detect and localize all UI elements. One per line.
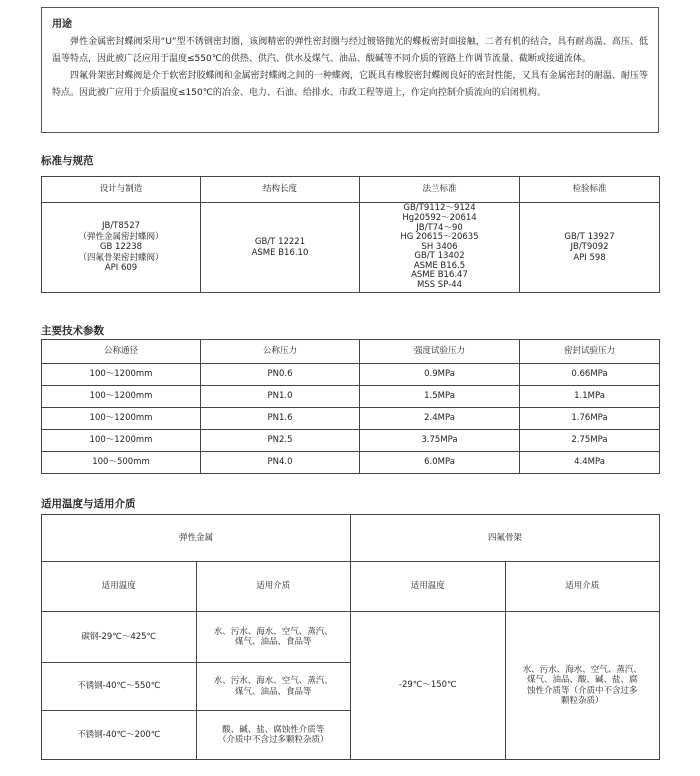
media-metal-medium: 水、污水、海水、空气、蒸汽、 煤气、油品、食品等 [196,663,351,711]
usage-paragraph-metal: 弹性金属密封蝶阀采用“U”型不锈钢密封圈，该阀精密的弹性密封圈与经过镀铬抛光的蝶板密封面接触，二者有机的结合，具有耐高温、高压、低温等特点，因此被广泛应用于温度≤550℃的供热、供汽、供水及煤气、油品、酸碱等不同介质的管路上作调节流量、截断或接通流体。 [52,37,648,64]
usage-box [41,7,659,133]
params-cell: 100～1200mm [42,430,201,452]
media-ptfe-temp: -29℃～150℃ [351,612,506,760]
media-metal-medium: 酸、碱、盐、腐蚀性介质等 （介质中不含过多颗粒杂质） [196,711,351,760]
table-row [42,386,660,408]
params-header-dn: 公称通径 [42,340,201,364]
table-row [42,612,660,663]
params-header-strength: 强度试验压力 [360,340,520,364]
params-title: 主要技术参数 [41,325,104,337]
table-row [42,364,660,386]
params-cell: PN4.0 [201,452,360,474]
params-cell: 3.75MPa [360,430,520,452]
params-cell: 100～500mm [42,452,201,474]
media-title: 适用温度与适用介质 [41,498,136,510]
table-row [42,408,660,430]
params-cell: 4.4MPa [520,452,660,474]
usage-title: 用途 [52,19,72,30]
params-cell: PN1.6 [201,408,360,430]
usage-paragraph-ptfe: 四氟骨架密封蝶阀是介于软密封胶蝶阀和金属密封蝶阀之间的一种蝶阀，它既具有橡胶密封蝶阀良好的密封性能，又具有金属密封的耐温、耐压等特点。因此被广应用于介质温度≤150℃的冶金、电力、石油、给排水、市政工程等道上，作定向控制介质流向的启闭机构。 [52,71,648,98]
params-cell: 100～1200mm [42,364,201,386]
params-cell: PN0.6 [201,364,360,386]
params-cell: PN1.0 [201,386,360,408]
params-cell: 100～1200mm [42,386,201,408]
standards-length-cell: GB/T 12221 ASME B16.10 [201,203,360,293]
params-cell: 2.4MPa [360,408,520,430]
table-row [42,452,660,474]
media-ptfe-medium: 水、污水、海水、空气、蒸汽、 煤气、油品、酸、碱、盐、腐 蚀性介质等（介质中不含过多 颗粒杂质） [505,612,660,760]
params-cell: 100～1200mm [42,408,201,430]
params-table [41,339,660,474]
standards-inspection-cell: GB/T 13927 JB/T9092 API 598 [520,203,660,293]
params-cell: 0.66MPa [520,364,660,386]
media-group-metal: 弹性金属 [42,515,351,562]
params-cell: 0.9MPa [360,364,520,386]
media-metal-temp: 不锈钢-40℃～200℃ [42,711,197,760]
params-cell: 2.75MPa [520,430,660,452]
standards-flange-cell: GB/T9112～9124 Hg20592～20614 JB/T74～90 HG 20615～20635 SH 3406 GB/T 13402 ASME B16.5 ASME B16.47 MSS SP-44 [360,203,520,293]
media-header-temp-metal: 适用温度 [42,562,197,612]
standards-header-design: 设计与制造 [42,177,201,203]
media-metal-medium: 水、污水、海水、空气、蒸汽、 煤气、油品、食品等 [196,612,351,663]
standards-design-cell: JB/T8527 （弹性金属密封蝶阀） GB 12238 （四氟骨架密封蝶阀） API 609 [42,203,201,293]
media-header-medium-metal: 适用介质 [196,562,351,612]
standards-header-inspection: 检验标准 [520,177,660,203]
params-cell: 1.1MPa [520,386,660,408]
params-header-pn: 公称压力 [201,340,360,364]
media-table [41,514,660,760]
media-metal-temp: 碳钢-29℃～425℃ [42,612,197,663]
standards-header-length: 结构长度 [201,177,360,203]
params-cell: 6.0MPa [360,452,520,474]
media-header-medium-ptfe: 适用介质 [505,562,660,612]
params-cell: 1.5MPa [360,386,520,408]
standards-header-flange: 法兰标准 [360,177,520,203]
params-cell: 1.76MPa [520,408,660,430]
table-row [42,430,660,452]
media-metal-temp: 不锈钢-40℃～550℃ [42,663,197,711]
media-header-temp-ptfe: 适用温度 [351,562,506,612]
params-cell: PN2.5 [201,430,360,452]
params-header-seal: 密封试验压力 [520,340,660,364]
standards-table [41,176,660,293]
media-group-ptfe: 四氟骨架 [351,515,660,562]
standards-title: 标准与规范 [41,155,94,167]
